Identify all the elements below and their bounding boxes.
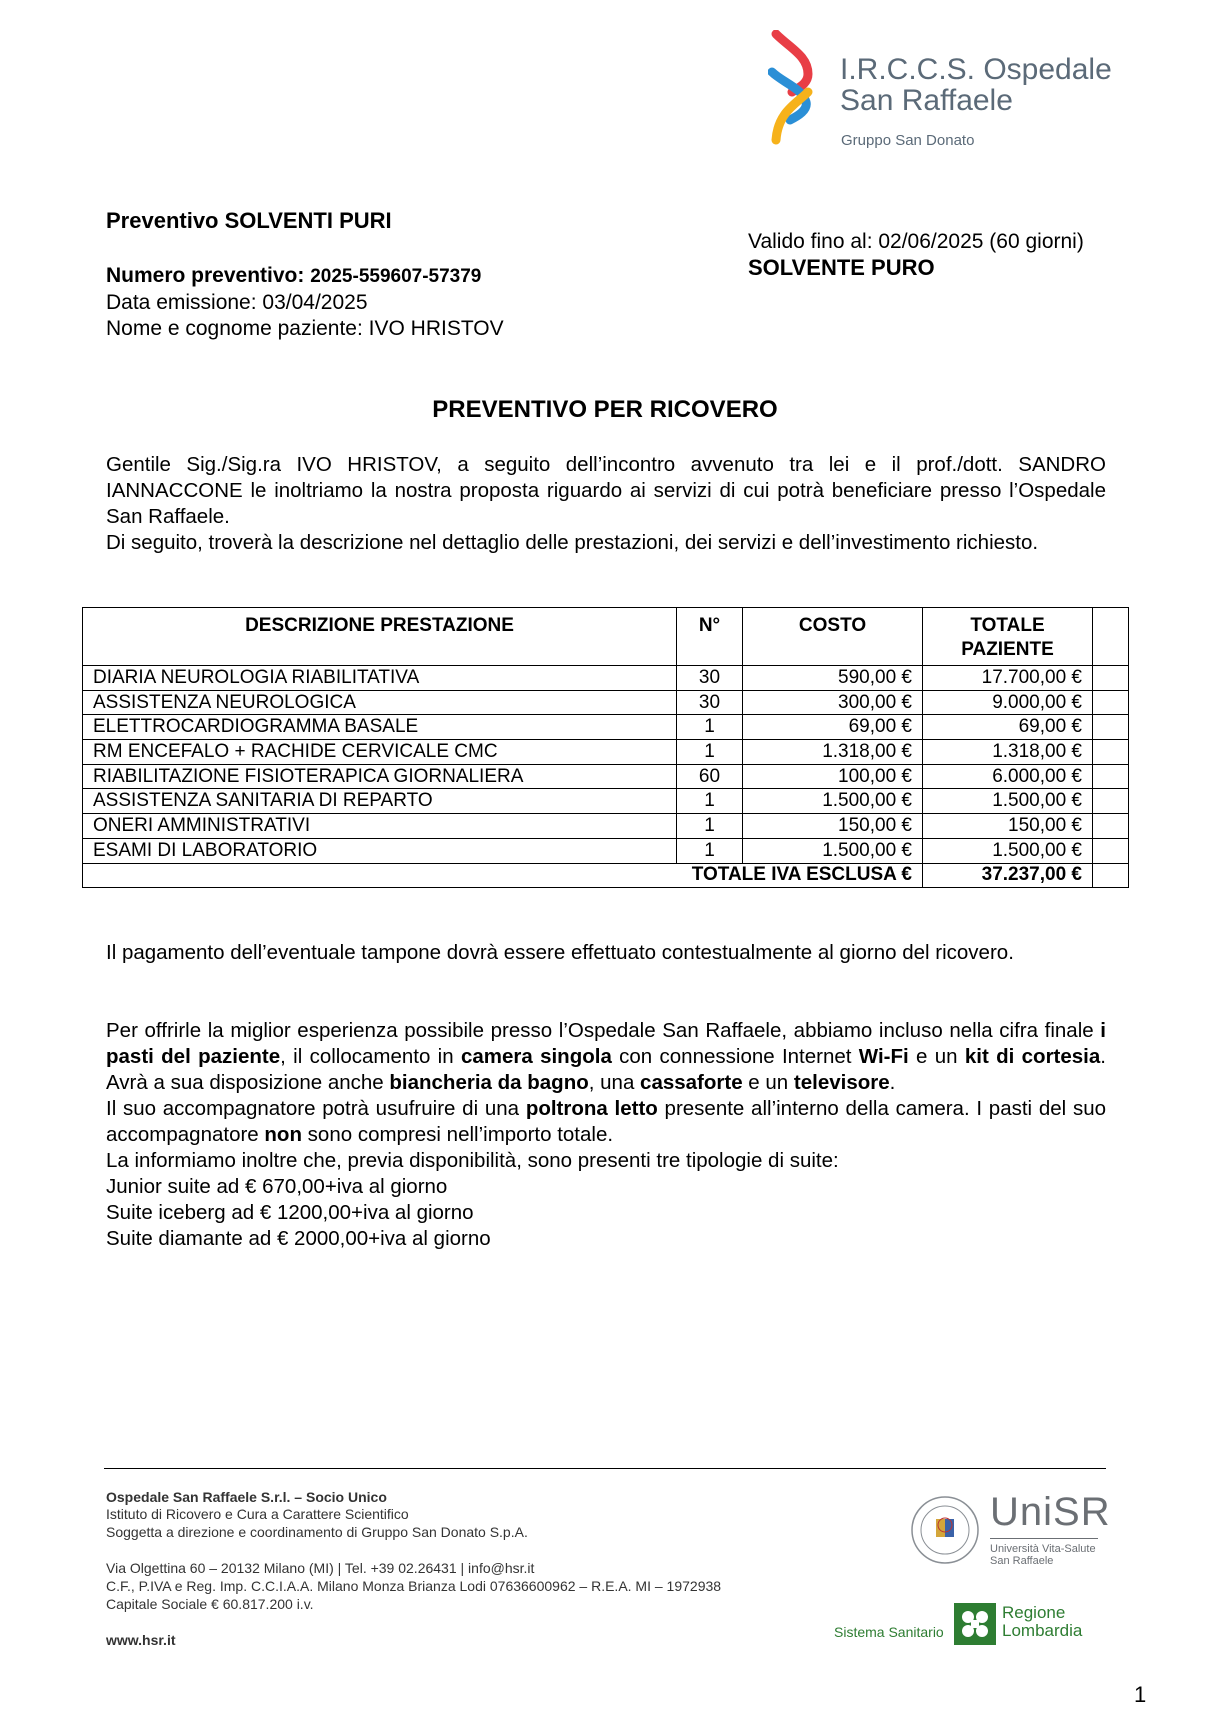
experience-text-3: La informiamo inoltre che, previa disponibilità, sono presenti tre tipologie di suite: [106, 1149, 839, 1172]
header-total [923, 608, 1093, 666]
row-quantity: 1 [677, 789, 743, 814]
row-total: 150,00 € [923, 814, 1093, 839]
table-row [83, 666, 1129, 691]
table-row [83, 764, 1129, 789]
row-extra [1093, 814, 1129, 839]
regione-lombardia-icon [954, 1603, 996, 1645]
quote-number-value: 2025-559607-57379 [310, 266, 482, 287]
row-extra [1093, 666, 1129, 691]
row-total: 1.500,00 € [923, 789, 1093, 814]
row-description: ONERI AMMINISTRATIVI [83, 814, 677, 839]
header-extra-column [1093, 608, 1129, 666]
row-description: RIABILITAZIONE FISIOTERAPICA GIORNALIERA [83, 764, 677, 789]
row-cost: 300,00 € [743, 690, 923, 715]
section-heading: PREVENTIVO PER RICOVERO [432, 396, 778, 423]
swab-note: Il pagamento dell’eventuale tampone dovrà essere effettuato contestualmente al giorno del ricovero. [106, 941, 1014, 964]
page-number: 1 [1134, 1682, 1147, 1707]
unisr-subtitle-2: San Raffaele [990, 1555, 1054, 1567]
row-extra [1093, 838, 1129, 863]
row-total: 1.318,00 € [923, 740, 1093, 765]
logo-text-line2: San Raffaele [840, 84, 1013, 117]
table-row [83, 740, 1129, 765]
row-total: 17.700,00 € [923, 666, 1093, 691]
row-total: 9.000,00 € [923, 690, 1093, 715]
intro-text-1: Gentile Sig./Sig.ra IVO HRISTOV, a seguito dell’incontro avvenuto tra lei e il prof./dott. SANDRO IANNACCONE le inoltriamo la nostra proposta riguardo ai servizi di cui potrà beneficiare presso l’Ospedale San Raffaele. [106, 453, 1106, 528]
row-cost: 69,00 € [743, 715, 923, 740]
row-total: 1.500,00 € [923, 838, 1093, 863]
unisr-logo-text: UniSR [990, 1490, 1111, 1534]
row-total: 69,00 € [923, 715, 1093, 740]
row-description: ASSISTENZA SANITARIA DI REPARTO [83, 789, 677, 814]
row-total: 6.000,00 € [923, 764, 1093, 789]
intro-text-2: Di seguito, troverà la descrizione nel dettaglio delle prestazioni, dei servizi e dell’investimento richiesto. [106, 531, 1039, 554]
row-cost: 150,00 € [743, 814, 923, 839]
row-quantity: 1 [677, 814, 743, 839]
row-description: RM ENCEFALO + RACHIDE CERVICALE CMC [83, 740, 677, 765]
header-total-line2: PAZIENTE [961, 639, 1054, 660]
total-value: 37.237,00 € [923, 863, 1093, 888]
regione-label-1: Regione [1002, 1603, 1066, 1622]
row-extra [1093, 764, 1129, 789]
row-extra [1093, 789, 1129, 814]
validity-date: Valido fino al: 02/06/2025 (60 giorni) [748, 230, 1084, 253]
footer-line-3: Soggetta a direzione e coordinamento di Gruppo San Donato S.p.A. [106, 1524, 528, 1540]
quote-number-row [106, 263, 481, 290]
row-quantity: 30 [677, 666, 743, 691]
row-description: ESAMI DI LABORATORIO [83, 838, 677, 863]
row-cost: 100,00 € [743, 764, 923, 789]
issue-date: Data emissione: 03/04/2025 [106, 291, 368, 314]
footer-line-2: Istituto di Ricovero e Cura a Carattere Scientifico [106, 1506, 409, 1522]
experience-paragraph [106, 1018, 1106, 1252]
quote-number-label: Numero preventivo: [106, 264, 311, 287]
row-cost: 1.500,00 € [743, 789, 923, 814]
row-cost: 590,00 € [743, 666, 923, 691]
row-quantity: 1 [677, 715, 743, 740]
unisr-divider [990, 1538, 1098, 1539]
footer-divider [104, 1468, 1106, 1469]
suite-iceberg: Suite iceberg ad € 1200,00+iva al giorno [106, 1201, 474, 1224]
footer-company: Ospedale San Raffaele S.r.l. – Socio Unico [106, 1489, 387, 1505]
table-row [83, 715, 1129, 740]
hospital-logo-icon [768, 30, 824, 145]
experience-text-1: Per offrirle la miglior esperienza possibile presso l’Ospedale San Raffaele, abbiamo incluso nella cifra finale i pasti del paziente, il collocamento in camera singola con connessione Internet Wi-Fi e un kit di cortesia. Avrà a sua disposizione anche biancheria da bagno, una cassaforte e un televisore. [106, 1019, 1106, 1094]
hospital-logo [768, 30, 1128, 160]
row-description: ASSISTENZA NEUROLOGICA [83, 690, 677, 715]
document-title: Preventivo SOLVENTI PURI [106, 208, 392, 233]
row-cost: 1.318,00 € [743, 740, 923, 765]
unisr-subtitle-1: Università Vita-Salute [990, 1543, 1096, 1555]
footer-address: Via Olgettina 60 – 20132 Milano (MI) | Tel. +39 02.26431 | info@hsr.it [106, 1560, 535, 1576]
row-quantity: 1 [677, 740, 743, 765]
table-row [83, 690, 1129, 715]
header-description: DESCRIZIONE PRESTAZIONE [83, 608, 677, 666]
row-cost: 1.500,00 € [743, 838, 923, 863]
table-header-row [83, 608, 1129, 666]
sistema-sanitario-label: Sistema Sanitario [834, 1624, 944, 1640]
payer-type: SOLVENTE PURO [748, 255, 935, 280]
patient-name: Nome e cognome paziente: IVO HRISTOV [106, 317, 504, 340]
footer-fiscal: C.F., P.IVA e Reg. Imp. C.C.I.A.A. Milano Monza Brianza Lodi 07636600962 – R.E.A. MI – 1972938 [106, 1578, 722, 1594]
table-row [83, 838, 1129, 863]
table-row [83, 814, 1129, 839]
header-cost: COSTO [743, 608, 923, 666]
row-description: ELETTROCARDIOGRAMMA BASALE [83, 715, 677, 740]
row-extra [1093, 740, 1129, 765]
intro-paragraph [106, 452, 1106, 556]
footer-website-link[interactable]: www.hsr.it [106, 1632, 176, 1648]
row-extra [1093, 690, 1129, 715]
suite-junior: Junior suite ad € 670,00+iva al giorno [106, 1175, 448, 1198]
total-label: TOTALE IVA ESCLUSA € [83, 863, 923, 888]
row-extra [1093, 863, 1129, 888]
suite-diamante: Suite diamante ad € 2000,00+iva al giorno [106, 1227, 491, 1250]
row-quantity: 60 [677, 764, 743, 789]
row-quantity: 1 [677, 838, 743, 863]
services-table [82, 607, 1129, 888]
university-seal-icon [910, 1495, 980, 1565]
regione-label-2: Lombardia [1002, 1621, 1083, 1640]
table-row [83, 789, 1129, 814]
logo-text-line1: I.R.C.C.S. Ospedale [840, 53, 1112, 86]
footer-capital: Capitale Sociale € 60.817.200 i.v. [106, 1596, 314, 1612]
header-quantity: N° [677, 608, 743, 666]
logo-subtitle: Gruppo San Donato [841, 132, 975, 149]
table-total-row [83, 863, 1129, 888]
row-description: DIARIA NEUROLOGIA RIABILITATIVA [83, 666, 677, 691]
row-quantity: 30 [677, 690, 743, 715]
row-extra [1093, 715, 1129, 740]
experience-text-2: Il suo accompagnatore potrà usufruire di una poltrona letto presente all’interno della camera. I pasti del suo accompagnatore non sono compresi nell’importo totale. [106, 1097, 1106, 1146]
header-total-line1: TOTALE [970, 615, 1045, 636]
